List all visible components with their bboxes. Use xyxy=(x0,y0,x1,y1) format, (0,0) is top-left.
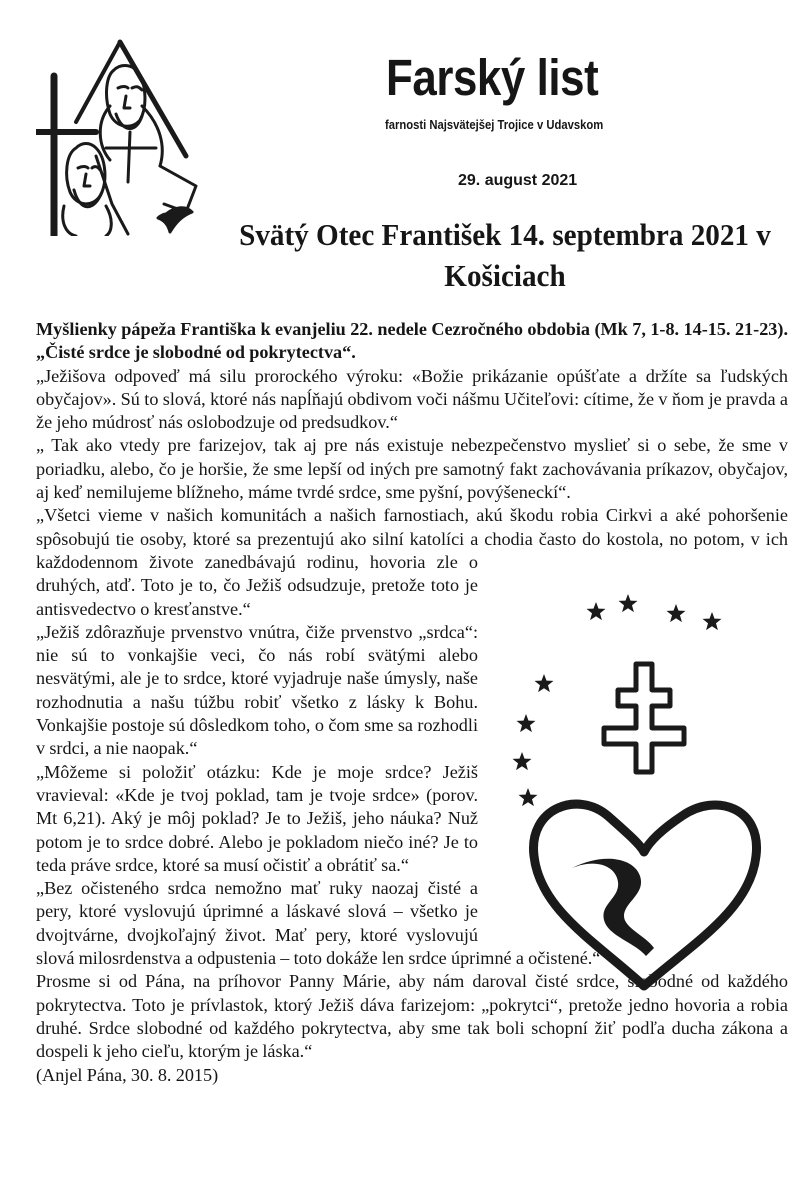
article-paragraph: „Ježišova odpoveď má silu prorockého výroku: «Božie prikázanie opúšťate a držíte sa ľudských obyčajov». Sú to slová, ktoré nás napĺňajú obdivom voči nášmu Učiteľovi: cítime, že v ňom je pravda a že jeho múdrosť nás oslobodzuje od predsudkov.“ xyxy=(36,365,788,433)
headline: Svätý Otec František 14. septembra 2021 v Košiciach xyxy=(239,217,771,293)
emblem-star-icon xyxy=(513,752,532,770)
article-paragraph: Prosme si od Pána, na príhovor Panny Márie, aby nám daroval čisté srdce, slobodné od každého pokrytectva. Toto je prívlastok, ktorý Ježiš dáva farizejom: „pokrytci“, pretože jedno hovoria a robia druhé. Srdce slobodné od každého pokrytectva, aby sme tak boli schopní žiť podľa ducha zákona a dospeli k jeho cieľu, ktorým je láska.“ xyxy=(36,971,788,1062)
article-intro xyxy=(36,318,788,365)
article-intro-quote: „Čisté srdce je slobodné od pokrytectva“. xyxy=(36,342,356,363)
emblem-star-icon xyxy=(703,612,722,630)
article-paragraph-text: „Všetci vieme v našich komunitách a našich farnostiach, akú škodu robia Cirkvi a aké pohoršenie spôsobujú tie osoby, ktoré sa prezentujú ako silní katolíci a chodia často do kostola, no potom, v ich každodennom živote zanedbávajú rodinu, hovoria zle o druhých, atď. Toto je to, čo Ježiš odsudzuje, pretože toto je antisvedectvo o kresťanstve.“ xyxy=(36,505,788,619)
papal-visit-emblem-icon xyxy=(500,594,788,994)
emblem-star-icon xyxy=(517,714,536,732)
emblem-star-icon xyxy=(667,604,686,622)
masthead-title: Farský list xyxy=(386,49,599,106)
emblem-star-icon xyxy=(519,788,538,806)
emblem-star-icon xyxy=(587,602,606,620)
article-source: (Anjel Pána, 30. 8. 2015) xyxy=(36,1064,219,1085)
article-paragraph: „Môžeme si položiť otázku: Kde je moje srdce? Ježiš vravieval: «Kde je tvoj poklad, tam je tvoje srdce» (porov. Mt 6,21). Aký je môj poklad? Je to Ježiš, jeho náuka? Nuž potom je to srdce dobré. Alebo je pokladom niečo iné? Je to teda práve srdce, ktoré sa musí očistiť a obrátiť sa.“ xyxy=(36,761,478,875)
article-intro-text: Myšlienky pápeža Františka k evanjeliu 22. nedele Cezročného obdobia (Mk 7, 1-8. 14-15. 21-23). xyxy=(36,319,788,339)
masthead-subtitle: farnosti Najsvätejšej Trojice v Udavskom xyxy=(385,118,604,132)
article-paragraph: „Ježiš zdôrazňuje prvenstvo vnútra, čiže prvenstvo „srdca“: nie sú to vonkajšie veci, čo nás robí svätými alebo nesvätými, ale je to srdce, ktoré vyjadruje naše úmysly, naše rozhodnutia a našu túžbu robiť všetko z lásky k Bohu. Vonkajšie postoje sú dôsledkom toho, o čom sme sa rozhodli v srdci, a nie naopak.“ xyxy=(36,621,478,759)
emblem-star-icon xyxy=(535,674,554,692)
article-paragraph: „Bez očisteného srdca nemožno mať ruky naozaj čisté a pery, ktoré vyslovujú úprimné a láskavé slová – všetko je dvojtvárne, dvojkoľajný život. Mať pery, ktoré vyslovujú slová milosrdenstva a odpustenia – toto dokáže len srdce úprimné a očistené.“ xyxy=(36,878,601,969)
article-paragraph: „ Tak ako vtedy pre farizejov, tak aj pre nás existuje nebezpečenstvo myslieť si o sebe, že sme v poriadku, alebo, čo je horšie, že sme lepší od iných pre samotný fakt zachovávania príkazov, obyčajov, aj keď nemilujeme blížneho, máme tvrdé srdce, sme pyšní, povýšeneckí“. xyxy=(36,435,788,503)
parish-logo-icon xyxy=(36,36,202,236)
emblem-star-icon xyxy=(619,594,638,612)
issue-date: 29. august 2021 xyxy=(458,172,578,189)
